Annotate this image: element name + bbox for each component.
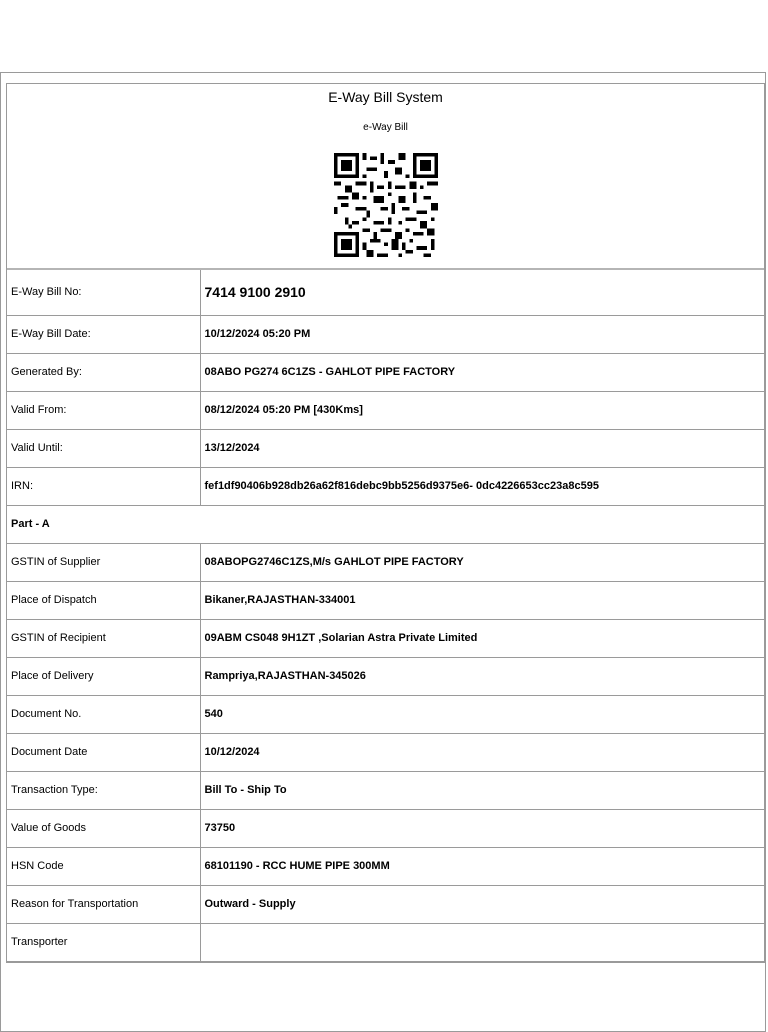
table-row <box>7 315 764 353</box>
table-row <box>7 809 764 847</box>
transporter-label: Transporter <box>7 923 200 961</box>
transaction-type-value: Bill To - Ship To <box>200 771 764 809</box>
eway-bill-document <box>6 83 765 963</box>
page-subtitle: e-Way Bill <box>363 122 408 133</box>
document-no-label: Document No. <box>7 695 200 733</box>
eway-bill-details-table <box>7 270 764 962</box>
table-row <box>7 543 764 581</box>
table-row <box>7 885 764 923</box>
irn-value: fef1df90406b928db26a62f816debc9bb5256d9375e6- 0dc4226653cc23a8c595 <box>200 467 764 505</box>
valid-from-label: Valid From: <box>7 391 200 429</box>
table-row <box>7 581 764 619</box>
table-row <box>7 270 764 315</box>
eway-bill-no-label: E-Way Bill No: <box>7 270 200 315</box>
eway-bill-no-value: 7414 9100 2910 <box>200 270 764 315</box>
table-row <box>7 695 764 733</box>
gstin-recipient-value: 09ABM CS048 9H1ZT ,Solarian Astra Private Limited <box>200 619 764 657</box>
valid-until-value: 13/12/2024 <box>200 429 764 467</box>
page-title: E-Way Bill System <box>328 89 443 105</box>
hsn-code-value: 68101190 - RCC HUME PIPE 300MM <box>200 847 764 885</box>
generated-by-label: Generated By: <box>7 353 200 391</box>
transporter-value <box>200 923 764 961</box>
place-of-delivery-label: Place of Delivery <box>7 657 200 695</box>
reason-transportation-label: Reason for Transportation <box>7 885 200 923</box>
table-row <box>7 771 764 809</box>
table-row <box>7 429 764 467</box>
value-of-goods-value: 73750 <box>200 809 764 847</box>
transaction-type-label: Transaction Type: <box>7 771 200 809</box>
table-row <box>7 619 764 657</box>
document-date-value: 10/12/2024 <box>200 733 764 771</box>
hsn-code-label: HSN Code <box>7 847 200 885</box>
document-no-value: 540 <box>200 695 764 733</box>
part-a-heading: Part - A <box>7 505 764 543</box>
place-of-delivery-value: Rampriya,RAJASTHAN-345026 <box>200 657 764 695</box>
table-row <box>7 923 764 961</box>
table-row <box>7 353 764 391</box>
document-date-label: Document Date <box>7 733 200 771</box>
table-row <box>7 391 764 429</box>
table-row <box>7 847 764 885</box>
table-row <box>7 657 764 695</box>
eway-bill-date-label: E-Way Bill Date: <box>7 315 200 353</box>
valid-until-label: Valid Until: <box>7 429 200 467</box>
document-header <box>7 84 764 270</box>
qr-code-icon <box>334 152 438 258</box>
eway-bill-date-value: 10/12/2024 05:20 PM <box>200 315 764 353</box>
generated-by-value: 08ABO PG274 6C1ZS - GAHLOT PIPE FACTORY <box>200 353 764 391</box>
gstin-supplier-label: GSTIN of Supplier <box>7 543 200 581</box>
irn-label: IRN: <box>7 467 200 505</box>
place-of-dispatch-label: Place of Dispatch <box>7 581 200 619</box>
valid-from-value: 08/12/2024 05:20 PM [430Kms] <box>200 391 764 429</box>
eway-bill-page <box>0 72 766 1032</box>
place-of-dispatch-value: Bikaner,RAJASTHAN-334001 <box>200 581 764 619</box>
reason-transportation-value: Outward - Supply <box>200 885 764 923</box>
value-of-goods-label: Value of Goods <box>7 809 200 847</box>
table-row <box>7 733 764 771</box>
table-row <box>7 467 764 505</box>
gstin-supplier-value: 08ABOPG2746C1ZS,M/s GAHLOT PIPE FACTORY <box>200 543 764 581</box>
gstin-recipient-label: GSTIN of Recipient <box>7 619 200 657</box>
table-row <box>7 505 764 543</box>
